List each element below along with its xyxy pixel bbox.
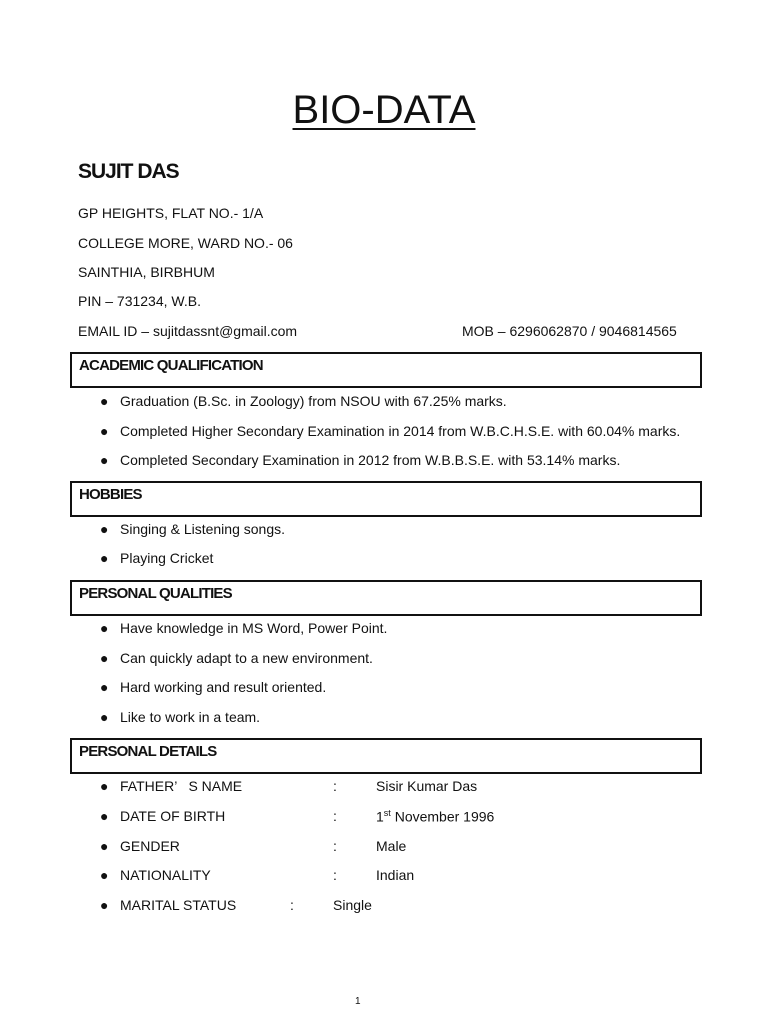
bullet-icon: ● bbox=[100, 778, 109, 794]
document-title: BIO-DATA bbox=[292, 88, 476, 132]
list-item: ● Can quickly adapt to a new environment. bbox=[100, 650, 373, 666]
section-heading: ACADEMIC QUALIFICATION bbox=[79, 357, 263, 374]
bullet-icon: ● bbox=[100, 620, 109, 636]
detail-value-father: Sisir Kumar Das bbox=[376, 778, 478, 794]
bullet-icon: ● bbox=[100, 452, 109, 468]
detail-key-dob: ● DATE OF BIRTH bbox=[100, 808, 226, 824]
list-item: ● Have knowledge in MS Word, Power Point. bbox=[100, 620, 388, 636]
section-qualities-header bbox=[70, 580, 702, 616]
detail-value-nationality: Indian bbox=[376, 867, 415, 883]
bullet-icon: ● bbox=[100, 867, 109, 883]
detail-key-nationality: ● NATIONALITY bbox=[100, 867, 211, 883]
section-details-header bbox=[70, 738, 702, 774]
bullet-icon: ● bbox=[100, 709, 109, 725]
list-item: ● Graduation (B.Sc. in Zoology) from NSOU with 67.25% marks. bbox=[100, 393, 507, 409]
bullet-icon: ● bbox=[100, 550, 109, 566]
email-line: EMAIL ID – sujitdassnt@gmail.com bbox=[78, 323, 298, 339]
bullet-icon: ● bbox=[100, 679, 109, 695]
list-item: ● Singing & Listening songs. bbox=[100, 521, 285, 537]
detail-separator: : bbox=[333, 867, 337, 883]
detail-key-father: ● FATHER’ S NAME bbox=[100, 778, 243, 794]
detail-key-marital: ● MARITAL STATUS bbox=[100, 897, 237, 913]
page-number: 1 bbox=[355, 996, 361, 1007]
bullet-icon: ● bbox=[100, 838, 109, 854]
list-item: ● Completed Higher Secondary Examination in 2014 from W.B.C.H.S.E. with 60.04% marks. bbox=[100, 423, 681, 439]
detail-key-gender: ● GENDER bbox=[100, 838, 180, 854]
list-item: ● Hard working and result oriented. bbox=[100, 679, 327, 695]
detail-value-marital: Single bbox=[333, 897, 372, 913]
section-heading: PERSONAL DETAILS bbox=[79, 743, 217, 760]
bullet-icon: ● bbox=[100, 650, 109, 666]
address-line-1: GP HEIGHTS, FLAT NO.- 1/A bbox=[78, 205, 264, 221]
section-heading: PERSONAL QUALITIES bbox=[79, 585, 232, 602]
bullet-icon: ● bbox=[100, 423, 109, 439]
detail-separator: : bbox=[333, 778, 337, 794]
section-heading: HOBBIES bbox=[79, 486, 142, 503]
detail-separator: : bbox=[333, 808, 337, 824]
list-item: ● Like to work in a team. bbox=[100, 709, 261, 725]
section-hobbies-header bbox=[70, 481, 702, 517]
address-line-3: SAINTHIA, BIRBHUM bbox=[78, 264, 215, 280]
address-pin: PIN – 731234, W.B. bbox=[78, 293, 201, 309]
detail-value-dob: 1st November 1996 bbox=[376, 808, 495, 825]
section-academic-header bbox=[70, 352, 702, 388]
list-item: ● Playing Cricket bbox=[100, 550, 214, 566]
detail-value-gender: Male bbox=[376, 838, 407, 854]
detail-separator: : bbox=[333, 838, 337, 854]
list-item: ● Completed Secondary Examination in 2012 from W.B.B.S.E. with 53.14% marks. bbox=[100, 452, 621, 468]
bullet-icon: ● bbox=[100, 897, 109, 913]
bullet-icon: ● bbox=[100, 808, 109, 824]
detail-separator: : bbox=[290, 897, 294, 913]
bullet-icon: ● bbox=[100, 521, 109, 537]
bullet-icon: ● bbox=[100, 393, 109, 409]
mobile-line: MOB – 6296062870 / 9046814565 bbox=[462, 323, 677, 339]
ordinal-suffix: st bbox=[383, 808, 391, 818]
address-line-2: COLLEGE MORE, WARD NO.- 06 bbox=[78, 235, 293, 251]
candidate-name: SUJIT DAS bbox=[78, 160, 179, 183]
